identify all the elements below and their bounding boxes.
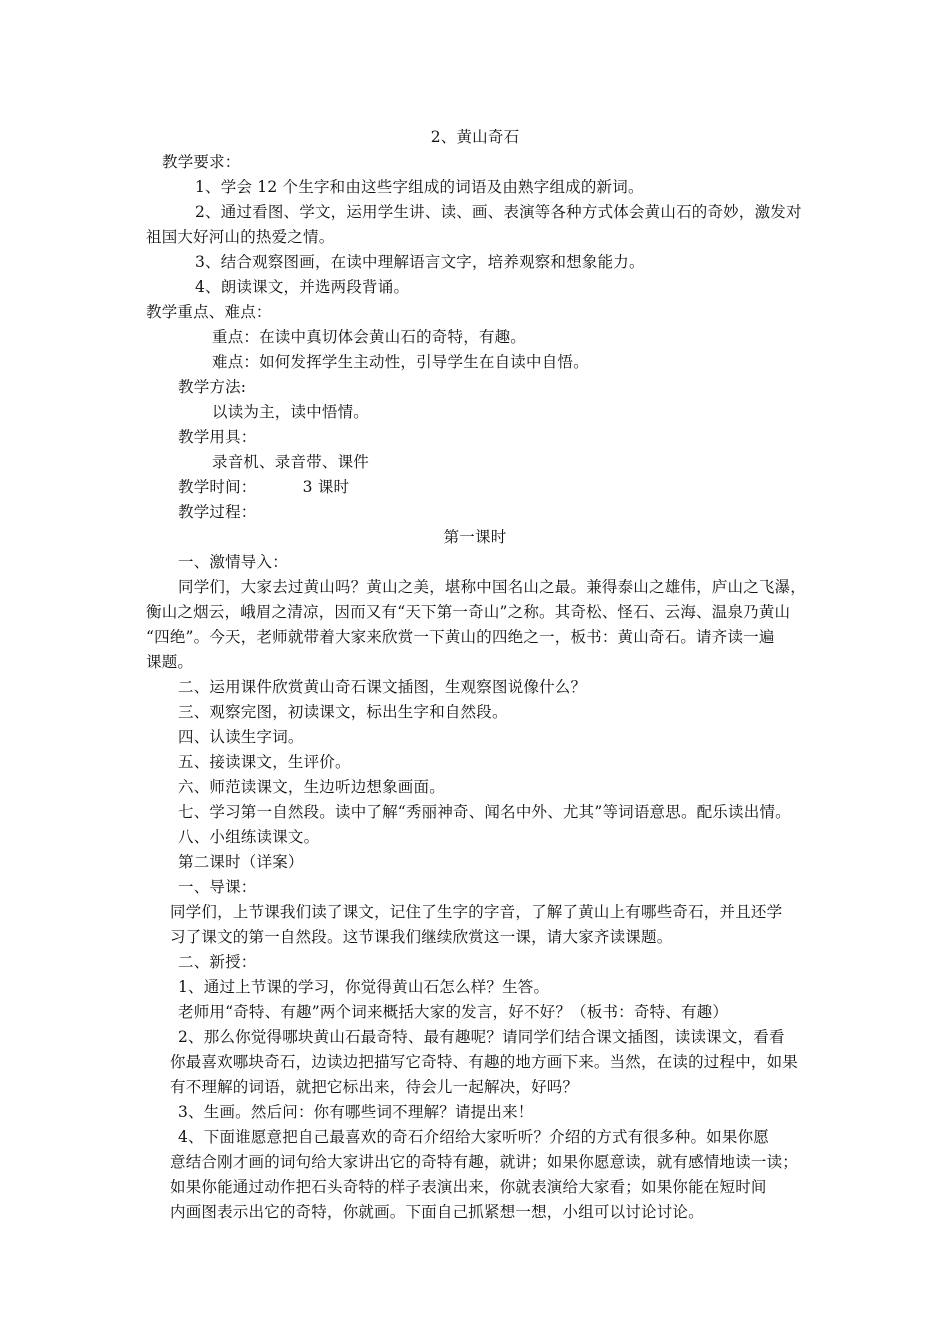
section-heading: 二、新授： xyxy=(178,953,257,971)
text-line: 祖国大好河山的热爱之情。 xyxy=(146,228,335,246)
document-title: 2、黄山奇石 xyxy=(430,128,520,146)
section-heading: 教学过程： xyxy=(178,503,257,521)
section-heading: 一、激情导入： xyxy=(178,553,288,571)
lesson-heading: 第一课时 xyxy=(443,528,507,546)
text-line: 2、那么你觉得哪块黄山石最奇特、最有趣呢？请同学们结合课文插图，读读课文，看看 xyxy=(178,1028,785,1046)
text-line: 课题。 xyxy=(146,653,194,671)
text-line: 4、下面谁愿意把自己最喜欢的奇石介绍给大家听听？介绍的方式有很多种。如果你愿 xyxy=(178,1128,769,1146)
text-line: 八、小组练读课文。 xyxy=(178,828,320,846)
text-line: 衡山之烟云，峨眉之清凉，因而又有“天下第一奇山”之称。其奇松、怪石、云海、温泉乃黄山 xyxy=(146,603,791,621)
lesson-heading: 第二课时（详案） xyxy=(178,853,304,871)
section-heading: 教学用具： xyxy=(178,428,257,446)
text-line: 内画图表示出它的奇特，你就画。下面自己抓紧想一想，小组可以讨论讨论。 xyxy=(170,1203,704,1221)
text-line: 意结合刚才画的词句给大家讲出它的奇特有趣，就讲；如果你愿意读，就有感情地读一读； xyxy=(170,1153,799,1171)
text-line: 同学们，上节课我们读了课文，记住了生字的字音，了解了黄山上有哪些奇石，并且还学 xyxy=(170,903,783,921)
text-line: 三、观察完图，初读课文，标出生字和自然段。 xyxy=(178,703,508,721)
text-line: 如果你能通过动作把石头奇特的样子表演出来，你就表演给大家看；如果你能在短时间 xyxy=(170,1178,767,1196)
text-line: 录音机、录音带、课件 xyxy=(212,453,370,471)
text-line: 老师用“奇特、有趣”两个词来概括大家的发言，好不好？（板书：奇特、有趣） xyxy=(178,1003,729,1021)
text-line: 难点：如何发挥学生主动性，引导学生在自读中自悟。 xyxy=(212,353,589,371)
text-line: 4、朗读课文，并选两段背诵。 xyxy=(195,278,410,296)
text-line: 3、生画。然后问：你有哪些词不理解？请提出来！ xyxy=(178,1103,534,1121)
section-heading: 教学要求： xyxy=(162,153,241,171)
text-line: 你最喜欢哪块奇石，边读边把描写它奇特、有趣的地方画下来。当然，在读的过程中，如果 xyxy=(170,1053,799,1071)
text-line: 习了课文的第一自然段。这节课我们继续欣赏这一课，请大家齐读课题。 xyxy=(170,928,673,946)
text-line: 四、认读生字词。 xyxy=(178,728,304,746)
section-heading: 教学重点、难点： xyxy=(146,303,272,321)
section-heading: 教学时间： 3 课时 xyxy=(178,478,350,496)
text-line: 有不理解的词语，就把它标出来，待会儿一起解决，好吗？ xyxy=(170,1078,579,1096)
text-line: 重点：在读中真切体会黄山石的奇特，有趣。 xyxy=(212,328,527,346)
text-line: 五、接读课文，生评价。 xyxy=(178,753,351,771)
text-line: 3、结合观察图画，在读中理解语言文字，培养观察和想象能力。 xyxy=(195,253,645,271)
text-line: “四绝”。今天，老师就带着大家来欣赏一下黄山的四绝之一，板书：黄山奇石。请齐读一遍 xyxy=(146,628,775,646)
text-line: 2、通过看图、学文，运用学生讲、读、画、表演等各种方式体会黄山石的奇妙，激发对 xyxy=(195,203,802,221)
text-line: 1、学会 12 个生字和由这些字组成的词语及由熟字组成的新词。 xyxy=(195,178,644,196)
section-heading: 教学方法: xyxy=(178,378,247,396)
text-line: 七、学习第一自然段。读中了解“秀丽神奇、闻名中外、尤其”等词语意思。配乐读出情。 xyxy=(178,803,791,821)
section-heading: 一、导课： xyxy=(178,878,257,896)
text-line: 1、通过上节课的学习，你觉得黄山石怎么样？生答。 xyxy=(178,978,550,996)
text-line: 二、运用课件欣赏黄山奇石课文插图，生观察图说像什么？ xyxy=(178,678,587,696)
text-line: 同学们，大家去过黄山吗？黄山之美，堪称中国名山之最。兼得泰山之雄伟，庐山之飞瀑， xyxy=(178,578,807,596)
text-line: 六、师范读课文，生边听边想象画面。 xyxy=(178,778,445,796)
text-line: 以读为主，读中悟情。 xyxy=(212,403,370,421)
